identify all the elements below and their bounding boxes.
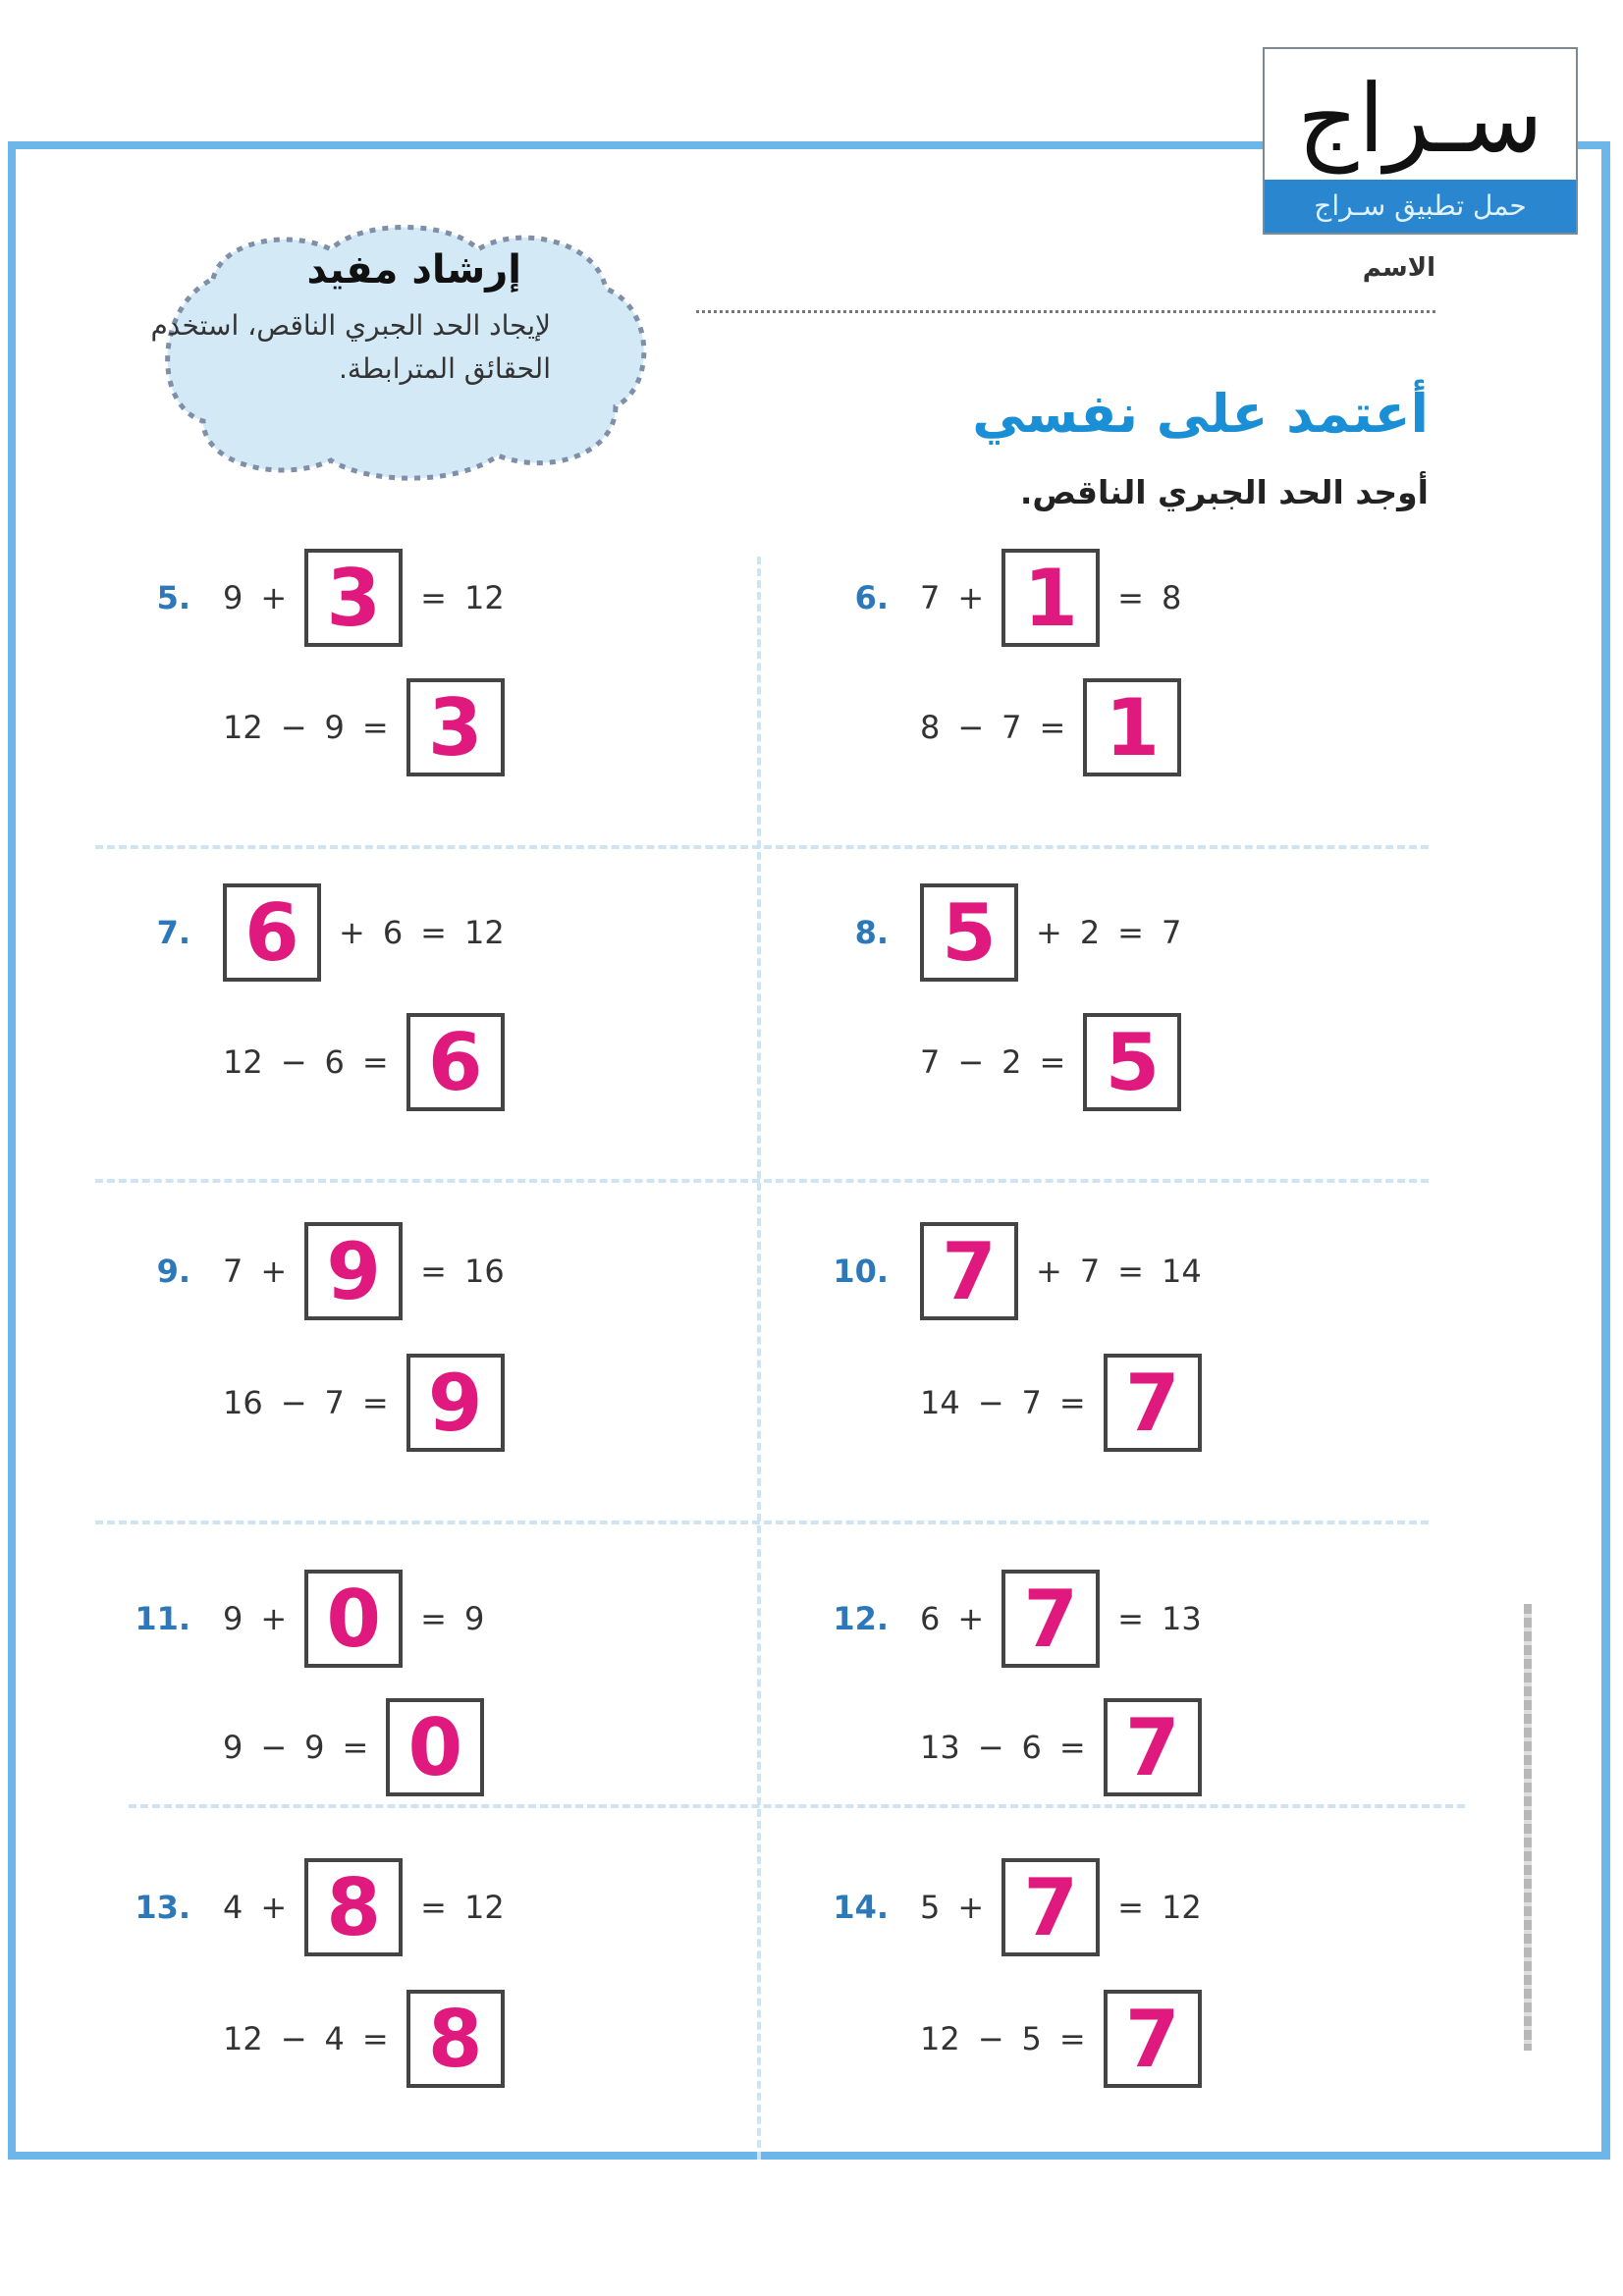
equation-operator: −: [280, 1384, 307, 1421]
answer-box[interactable]: 7: [1104, 1354, 1202, 1452]
equation-number: 8: [1161, 579, 1182, 616]
name-field-line[interactable]: [696, 310, 1435, 313]
addition-equation: [223, 1858, 505, 1956]
subtraction-equation: [223, 678, 505, 776]
subtraction-equation: [223, 1354, 505, 1452]
row-divider: [95, 1521, 1429, 1524]
row-divider: [95, 845, 1429, 849]
equation-operator: −: [977, 1384, 1004, 1421]
equation-number: 7: [920, 1043, 941, 1081]
equation-operator: −: [280, 709, 307, 746]
answer-box[interactable]: 9: [304, 1222, 403, 1320]
equation-number: 7: [1001, 709, 1022, 746]
equation-operator: +: [260, 579, 288, 616]
equation-operator: =: [420, 914, 447, 951]
equation-number: 7: [1161, 914, 1182, 951]
equation-number: 9: [324, 709, 345, 746]
addition-equation: [920, 883, 1181, 982]
equation-operator: =: [1117, 914, 1144, 951]
answer-box[interactable]: 7: [1104, 1990, 1202, 2088]
equation-number: 5: [920, 1889, 941, 1926]
answer-box[interactable]: 1: [1083, 678, 1181, 776]
instruction: أوجد الحد الجبري الناقص.: [1019, 473, 1429, 511]
tip-body: لإيجاد الحد الجبري الناقص، استخدم الحقائق المترابطة.: [150, 309, 551, 385]
equation-number: 7: [1079, 1253, 1101, 1290]
equation-operator: =: [1117, 579, 1144, 616]
answer-box[interactable]: 5: [1083, 1013, 1181, 1111]
equation-operator: =: [1117, 1889, 1144, 1926]
subtraction-equation: [920, 678, 1181, 776]
answer-box[interactable]: 1: [1001, 549, 1100, 647]
equation-number: 6: [1021, 1729, 1042, 1766]
answer-box[interactable]: 7: [920, 1222, 1018, 1320]
equation-number: 4: [324, 2020, 345, 2057]
addition-equation: [223, 883, 505, 982]
answer-box[interactable]: 0: [386, 1698, 484, 1796]
equation-operator: +: [339, 914, 365, 951]
equation-number: 7: [223, 1253, 243, 1290]
equation-operator: =: [1039, 1043, 1066, 1081]
answer-box[interactable]: 9: [406, 1354, 505, 1452]
equation-number: 14: [1161, 1253, 1202, 1290]
row-divider: [95, 1179, 1429, 1183]
answer-box[interactable]: 8: [406, 1990, 505, 2088]
equation-operator: +: [260, 1889, 288, 1926]
answer-box[interactable]: 6: [406, 1013, 505, 1111]
vertical-copyright-text: [1524, 1604, 1532, 2051]
equation-number: 2: [1001, 1043, 1022, 1081]
answer-box[interactable]: 5: [920, 883, 1018, 982]
equation-operator: −: [280, 1043, 307, 1081]
equation-operator: =: [342, 1729, 369, 1766]
name-label: الاسم: [1362, 253, 1435, 283]
subtraction-equation: [920, 1013, 1181, 1111]
answer-box[interactable]: 7: [1001, 1858, 1100, 1956]
addition-equation: [223, 549, 505, 647]
answer-box[interactable]: 7: [1001, 1570, 1100, 1668]
section-title: أعتمد على نفسي: [972, 383, 1429, 445]
tip-cloud: [150, 220, 659, 483]
equation-number: 12: [223, 2020, 263, 2057]
equation-operator: −: [280, 2020, 307, 2057]
equation-number: 7: [1021, 1384, 1042, 1421]
equation-operator: +: [957, 1889, 985, 1926]
equation-operator: −: [977, 1729, 1004, 1766]
problem-number: 13.: [135, 1889, 190, 1926]
subtraction-equation: [223, 1990, 505, 2088]
equation-operator: =: [1117, 1600, 1144, 1637]
equation-operator: −: [957, 709, 985, 746]
equation-operator: −: [977, 2020, 1004, 2057]
logo-tagline: حمل تطبيق سـراج: [1265, 180, 1576, 233]
answer-box[interactable]: 7: [1104, 1698, 1202, 1796]
problem-number: 5.: [156, 579, 190, 616]
subtraction-equation: [920, 1990, 1202, 2088]
equation-number: 9: [463, 1600, 485, 1637]
problem-number: 6.: [854, 579, 889, 616]
equation-operator: =: [1039, 709, 1066, 746]
equation-operator: =: [420, 1889, 447, 1926]
answer-box[interactable]: 0: [304, 1570, 403, 1668]
problem-number: 8.: [854, 914, 889, 951]
equation-number: 4: [223, 1889, 243, 1926]
equation-number: 9: [223, 1729, 243, 1766]
equation-operator: +: [1036, 914, 1062, 951]
equation-number: 6: [324, 1043, 345, 1081]
equation-operator: =: [420, 579, 447, 616]
problem-number: 9.: [156, 1253, 190, 1290]
answer-box[interactable]: 3: [406, 678, 505, 776]
equation-operator: =: [1117, 1253, 1144, 1290]
problem-number: 14.: [833, 1889, 889, 1926]
row-divider: [129, 1804, 1465, 1808]
equation-number: 5: [1021, 2020, 1042, 2057]
equation-number: 7: [920, 579, 941, 616]
equation-number: 6: [382, 914, 404, 951]
equation-number: 12: [463, 914, 505, 951]
equation-number: 6: [920, 1600, 941, 1637]
equation-number: 9: [223, 1600, 243, 1637]
equation-number: 9: [223, 579, 243, 616]
equation-operator: +: [957, 579, 985, 616]
addition-equation: [223, 1222, 505, 1320]
addition-equation: [920, 1570, 1202, 1668]
subtraction-equation: [920, 1354, 1202, 1452]
equation-number: 12: [223, 709, 263, 746]
answer-box[interactable]: 6: [223, 883, 321, 982]
equation-operator: =: [361, 2020, 389, 2057]
equation-operator: =: [1058, 2020, 1086, 2057]
answer-box[interactable]: 3: [304, 549, 403, 647]
equation-number: 14: [920, 1384, 960, 1421]
equation-operator: =: [1058, 1384, 1086, 1421]
problem-number: 12.: [833, 1600, 889, 1637]
equation-operator: =: [361, 1384, 389, 1421]
subtraction-equation: [920, 1698, 1202, 1796]
equation-number: 16: [223, 1384, 263, 1421]
column-divider: [757, 557, 761, 2160]
siraj-logo: [1263, 47, 1578, 235]
equation-operator: +: [957, 1600, 985, 1637]
problem-number: 7.: [156, 914, 190, 951]
problem-number: 11.: [135, 1600, 190, 1637]
answer-box[interactable]: 8: [304, 1858, 403, 1956]
equation-operator: =: [1058, 1729, 1086, 1766]
equation-operator: +: [260, 1600, 288, 1637]
equation-number: 16: [463, 1253, 505, 1290]
equation-number: 12: [920, 2020, 960, 2057]
equation-number: 12: [463, 579, 505, 616]
equation-number: 12: [1161, 1889, 1202, 1926]
equation-number: 12: [223, 1043, 263, 1081]
equation-number: 9: [304, 1729, 325, 1766]
logo-word: سـراج: [1297, 64, 1543, 174]
problem-number: 10.: [833, 1253, 889, 1290]
tip-title: إرشاد مفيد: [306, 247, 521, 293]
addition-equation: [920, 1858, 1202, 1956]
equation-number: 8: [920, 709, 941, 746]
equation-number: 13: [920, 1729, 960, 1766]
equation-number: 2: [1079, 914, 1101, 951]
equation-operator: =: [420, 1253, 447, 1290]
equation-operator: =: [420, 1600, 447, 1637]
addition-equation: [920, 1222, 1202, 1320]
equation-operator: =: [361, 1043, 389, 1081]
equation-operator: −: [957, 1043, 985, 1081]
addition-equation: [223, 1570, 484, 1668]
equation-operator: −: [260, 1729, 288, 1766]
equation-number: 7: [324, 1384, 345, 1421]
equation-operator: =: [361, 709, 389, 746]
equation-number: 13: [1161, 1600, 1202, 1637]
subtraction-equation: [223, 1698, 484, 1796]
equation-number: 12: [463, 1889, 505, 1926]
equation-operator: +: [260, 1253, 288, 1290]
equation-operator: +: [1036, 1253, 1062, 1290]
subtraction-equation: [223, 1013, 505, 1111]
addition-equation: [920, 549, 1181, 647]
